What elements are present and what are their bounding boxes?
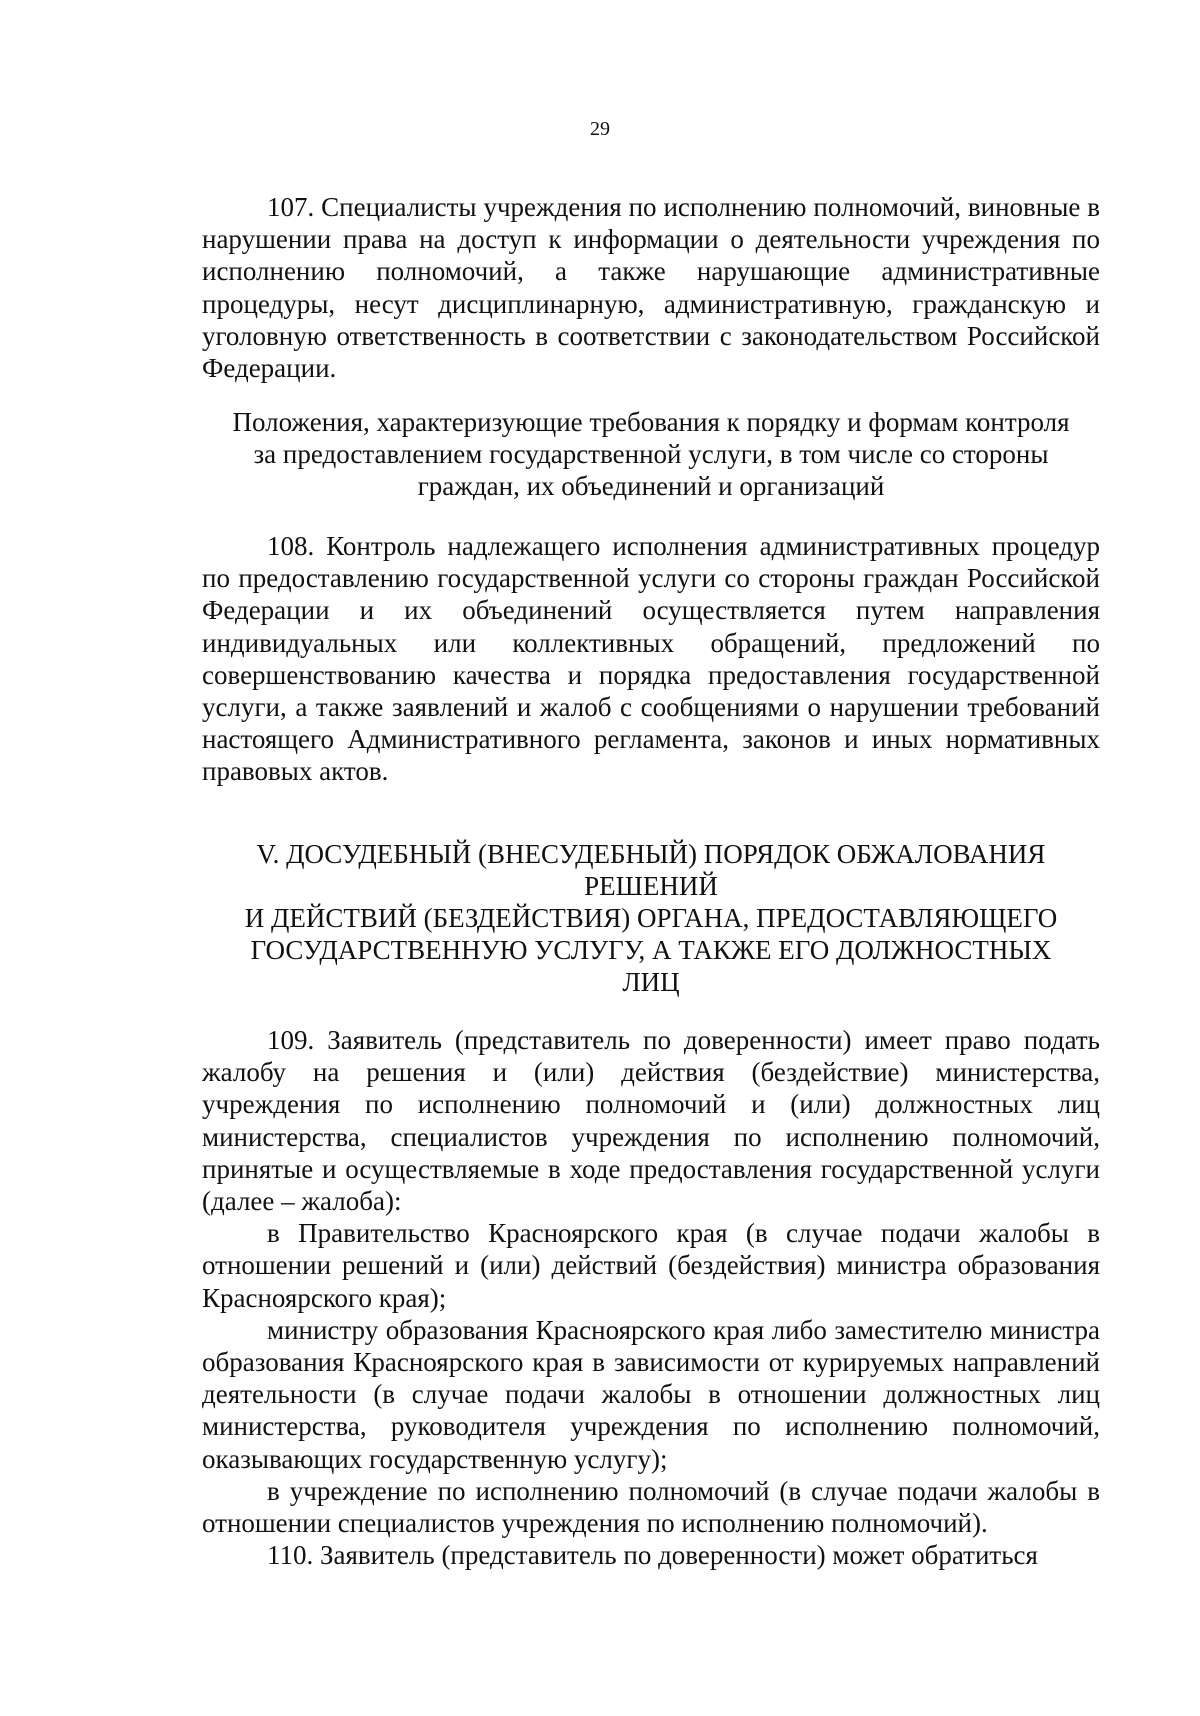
paragraph-109-institution: в учреждение по исполнению полномочий (в случае подачи жалобы в отношении специалистов учреждения по исполнению полномочий). <box>202 1475 1100 1539</box>
heading-line: РЕШЕНИЙ <box>584 871 718 901</box>
heading-line: граждан, их объединений и организаций <box>417 471 885 501</box>
heading-line: ЛИЦ <box>622 967 680 997</box>
heading-line: ГОСУДАРСТВЕННУЮ УСЛУГУ, А ТАКЖЕ ЕГО ДОЛЖНОСТНЫХ <box>250 935 1052 965</box>
heading-line: V. ДОСУДЕБНЫЙ (ВНЕСУДЕБНЫЙ) ПОРЯДОК ОБЖАЛОВАНИЯ <box>256 839 1046 869</box>
paragraph-109: 109. Заявитель (представитель по доверенности) имеет право подать жалобу на решения и (или) действия (бездействие) министерства, учреждения по исполнению полномочий и (или) должностных лиц министерства, специалистов учреждения по исполнению полномочий, принятые и осуществляемые в ходе предоставления государственной услуги (далее – жалоба): <box>202 1025 1100 1217</box>
paragraph-block-107 <box>202 191 1100 384</box>
heading-line: за предоставлением государственной услуги, в том числе со стороны <box>253 439 1049 469</box>
paragraph-block-109 <box>202 1024 1100 1571</box>
paragraph-107: 107. Специалисты учреждения по исполнению полномочий, виновные в нарушении права на доступ к информации о деятельности учреждения по исполнению полномочий, а также нарушающие административные процедуры, несут дисциплинарную, административную, гражданскую и уголовную ответственность в соответствии с законодательством Российской Федерации. <box>202 192 1100 384</box>
control-requirements-heading <box>202 406 1100 502</box>
paragraph-109-government: в Правительство Красноярского края (в случае подачи жалобы в отношении решений и (или) действий (бездействия) министра образования Красноярского края); <box>202 1218 1100 1313</box>
page-number: 29 <box>590 118 610 140</box>
section-v-heading <box>202 838 1100 998</box>
paragraph-108: 108. Контроль надлежащего исполнения административных процедур по предоставлению государственной услуги со стороны граждан Российской Федерации и их объединений осуществляется путем направления индивидуальных или коллективных обращений, предложений по совершенствованию качества и порядка предоставления государственной услуги, а также заявлений и жалоб с сообщениями о нарушении требований настоящего Административного регламента, законов и иных нормативных правовых актов. <box>202 531 1100 787</box>
heading-line: Положения, характеризующие требования к порядку и формам контроля <box>232 407 1070 437</box>
paragraph-109-minister: министру образования Красноярского края либо заместителю министра образования Красноярского края в зависимости от курируемых направлений деятельности (в случае подачи жалобы в отношении должностных лиц министерства, руководителя учреждения по исполнению полномочий, оказывающих государственную услугу); <box>202 1314 1100 1474</box>
paragraph-block-108 <box>202 530 1100 788</box>
paragraph-110: 110. Заявитель (представитель по доверенности) может обратиться <box>267 1540 1038 1571</box>
heading-line: И ДЕЙСТВИЙ (БЕЗДЕЙСТВИЯ) ОРГАНА, ПРЕДОСТАВЛЯЮЩЕГО <box>244 903 1058 933</box>
